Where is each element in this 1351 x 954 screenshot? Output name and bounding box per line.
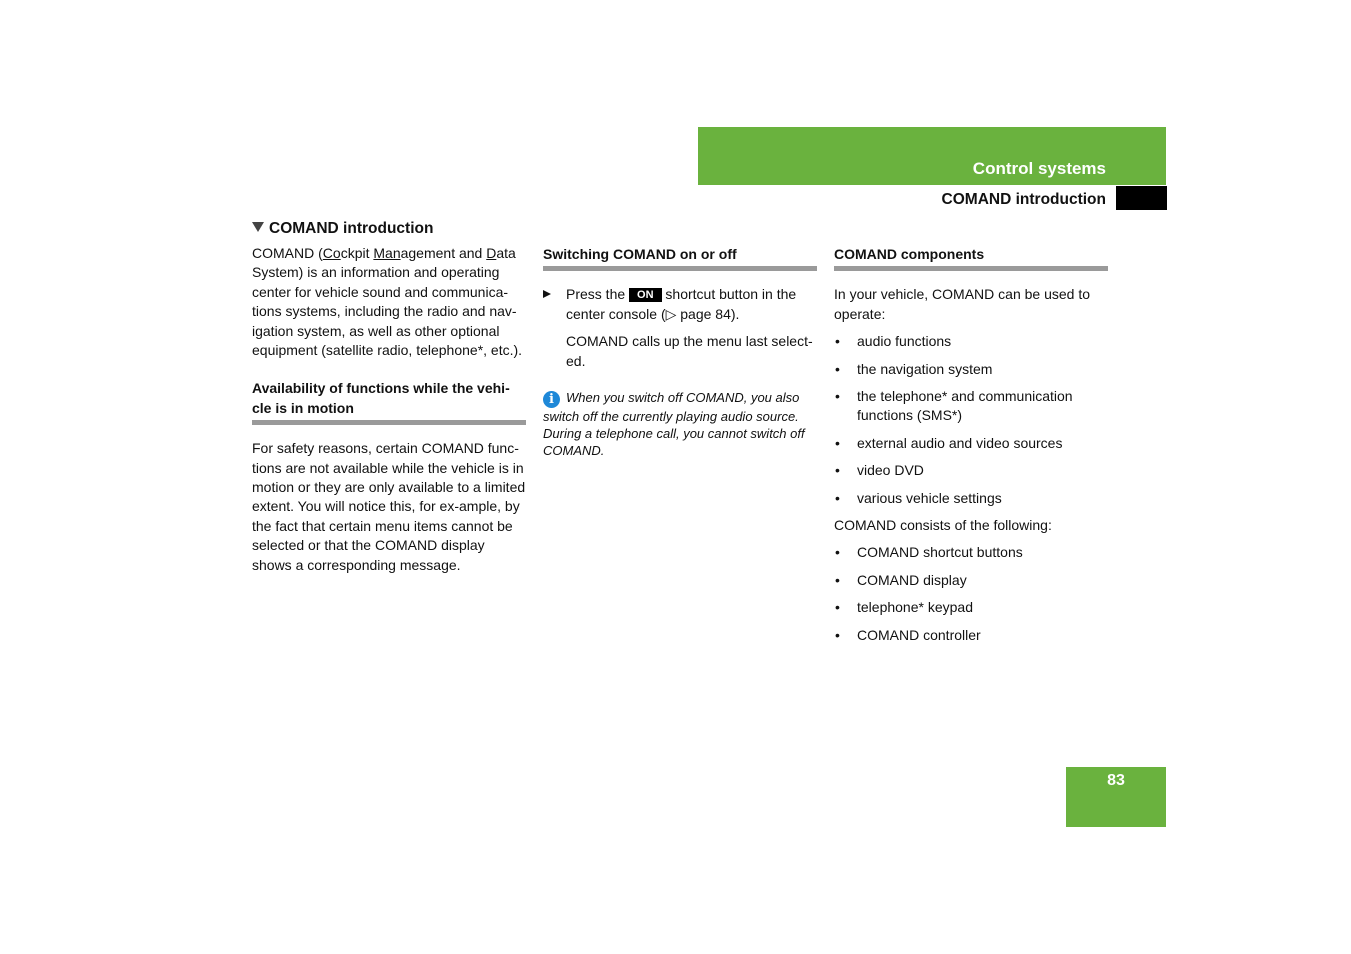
page-number-box [1066,767,1166,827]
on-button-symbol: ON [629,288,662,302]
list-item: • video DVD [834,461,1108,480]
column-middle [543,245,817,459]
triangle-down-icon [252,222,264,232]
info-note: i When you switch off COMAND, you also switch off the currently playing audio source. During a telephone call, you cannot switch off COMAND. [543,390,805,459]
components-intro: In your vehicle, COMAND can be used to operate: [834,286,1091,322]
section-title: COMAND introduction [941,191,1106,208]
intro-paragraph: COMAND (Cockpit Management and Data System) is an information and operating center for vehicle sound and communica-tions systems, including the radio and nav-igation system, as well as other optional equipment (satellite radio, telephone*, etc.). [252,245,523,359]
list-item: • external audio and video sources [834,434,1108,453]
chapter-title: Control systems [972,159,1106,178]
instruction-step: Press the ON shortcut button in the center console (▷ page 84). [543,285,817,324]
list-item: • telephone* keypad [834,598,1108,617]
availability-heading: Availability of functions while the vehi-cle is in motion [252,379,526,425]
list-item: • the telephone* and communication functions (SMS*) [834,387,1108,426]
list-item: • various vehicle settings [834,489,1108,508]
uses-list [834,332,1108,508]
switching-heading: Switching COMAND on or off [543,245,817,271]
list-item: • COMAND shortcut buttons [834,543,1108,562]
info-icon: i [543,391,560,408]
parts-list [834,543,1108,645]
chapter-header-band [698,127,1166,185]
step-result: COMAND calls up the menu last select-ed. [566,333,813,369]
list-item: • COMAND controller [834,626,1108,645]
step-arrow-icon [543,290,551,298]
page-number: 83 [1107,772,1125,789]
consists-intro: COMAND consists of the following: [834,517,1052,534]
column-left [252,219,526,575]
list-item: • the navigation system [834,360,1108,379]
page-title: COMAND introduction [252,219,526,238]
column-right [834,245,1108,645]
components-heading: COMAND components [834,245,1108,271]
section-tab-marker [1116,186,1167,210]
list-item: • audio functions [834,332,1108,351]
availability-paragraph: For safety reasons, certain COMAND func-tions are not available while the vehicle is in motion or they are only available to a limited extent. You will notice this, for ex-ample, by the fact that certain menu items cannot be selected or that the COMAND display shows a corresponding message. [252,440,526,573]
list-item: • COMAND display [834,571,1108,590]
